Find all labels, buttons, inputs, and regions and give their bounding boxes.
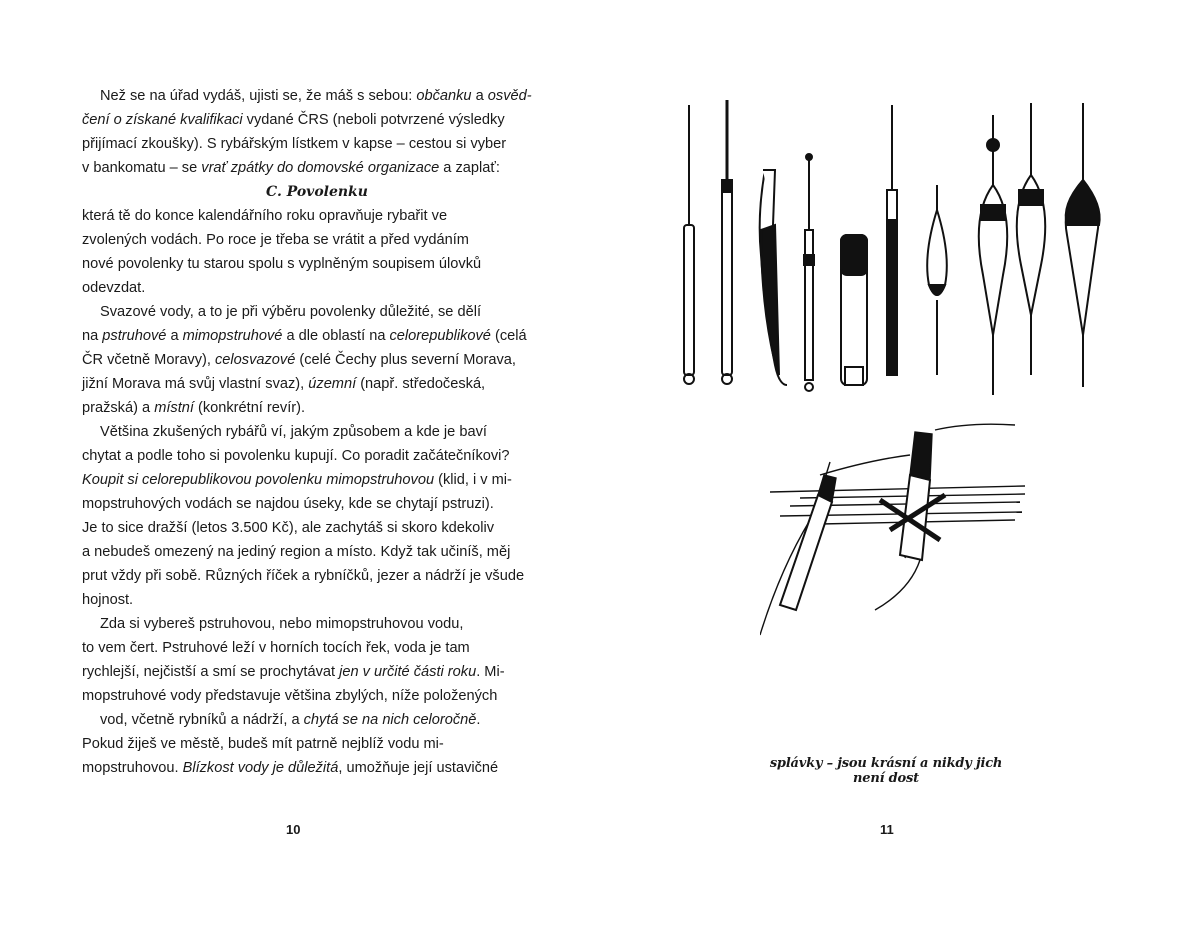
text-segment: zvolených vodách. Po roce je třeba se vrátit a před vydáním <box>82 232 469 248</box>
text-segment: Zda si vybereš pstruhovou, nebo mimopstruhovou vodu, <box>100 616 464 632</box>
text-segment: a <box>471 88 488 104</box>
text-line <box>82 348 516 372</box>
text-segment: a nebudeš omezený na jediný region a místo. Když tak učiníš, měj <box>82 544 511 560</box>
floats-illustration <box>675 95 1105 400</box>
text-line <box>82 204 512 228</box>
text-line <box>82 732 512 756</box>
text-segment: Než se na úřad vydáš, ujisti se, že máš s sebou: <box>100 88 417 104</box>
text-segment: Svazové vody, a to je při výběru povolenky důležité, se dělí <box>100 304 481 320</box>
italic-text: mimopstruhové <box>182 328 283 344</box>
text-line <box>82 300 512 324</box>
text-line <box>82 84 532 108</box>
section-heading: C. Povolenku <box>266 184 368 200</box>
water-scene-illustration <box>760 420 1030 645</box>
italic-text: Koupit si celorepublikovou povolenku mimopstruhovou <box>82 472 435 488</box>
italic-text: vrať zpátky do domovské organizace <box>201 160 440 176</box>
text-segment: pražská) a <box>82 400 155 416</box>
text-line <box>82 276 512 300</box>
text-line <box>82 588 512 612</box>
text-segment: v bankomatu – se <box>82 160 202 176</box>
italic-text: celorepublikové <box>389 328 491 344</box>
page-number-left: 10 <box>286 822 301 837</box>
text-segment: vod, včetně rybníků a nádrží, a <box>100 712 304 728</box>
text-segment: (konkrétní revír). <box>193 400 306 416</box>
italic-text: pstruhové <box>102 328 167 344</box>
text-line <box>82 228 512 252</box>
text-line <box>82 516 512 540</box>
text-segment: mopstruhových vodách se najdou úseky, kde se chytají pstruzi). <box>82 496 494 512</box>
page-number-right: 11 <box>880 822 894 837</box>
text-line <box>82 660 512 684</box>
text-segment: (např. středočeská, <box>356 376 486 392</box>
text-segment: . Mi- <box>476 664 505 680</box>
text-segment: na <box>82 328 103 344</box>
text-segment: mopstruhové vody představuje většina zbylých, níže položených <box>82 688 498 704</box>
text-line <box>82 444 512 468</box>
italic-text: místní <box>154 400 194 416</box>
text-segment: Většina zkušených rybářů ví, jakým způsobem a kde je baví <box>100 424 487 440</box>
right-page <box>590 0 1181 944</box>
text-segment: ČR včetně Moravy), <box>82 352 215 368</box>
text-segment: prut vždy při sobě. Různých říček a rybníčků, jezer a nádrží je všude <box>82 568 525 584</box>
text-segment: (celé Čechy plus severní Morava, <box>295 352 516 368</box>
italic-text: osvěd- <box>487 88 532 104</box>
text-segment: odevzdat. <box>82 280 146 296</box>
text-segment: to vem čert. Pstruhové leží v horních tocích řek, voda je tam <box>82 640 470 656</box>
text-line <box>82 372 512 396</box>
text-segment: vydané ČRS (neboli potvrzené výsledky <box>242 112 505 128</box>
italic-text: jen v určité části roku <box>339 664 477 680</box>
text-segment: Je to sice dražší (letos 3.500 Kč), ale zachytáš si skoro kdekoliv <box>82 520 495 536</box>
text-segment: mopstruhovou. <box>82 760 183 776</box>
text-line <box>82 252 512 276</box>
text-segment: rychlejší, nejčistší a smí se prochytávat <box>82 664 340 680</box>
text-line <box>82 420 512 444</box>
text-line <box>82 492 512 516</box>
text-segment: (klid, i v mi- <box>434 472 512 488</box>
text-line <box>82 324 527 348</box>
text-segment: chytat a podle toho si povolenku kupují. Co poradit začátečníkovi? <box>82 448 510 464</box>
text-line <box>82 756 512 780</box>
text-segment: která tě do konce kalendářního roku opravňuje rybařit ve <box>82 208 448 224</box>
text-segment: a dle oblastí na <box>282 328 390 344</box>
left-page <box>0 0 590 944</box>
text-segment: Pokud žiješ ve městě, budeš mít patrně nejblíž vodu mi- <box>82 736 444 752</box>
italic-text: Blízkost vody je důležitá <box>182 760 339 776</box>
italic-text: chytá se na nich celoročně <box>303 712 477 728</box>
text-line <box>82 564 525 588</box>
text-segment: , umožňuje její ustavičné <box>338 760 499 776</box>
illustration-caption: splávky – jsou krásní a nikdy jich není dost <box>769 756 1003 786</box>
text-segment: (celá <box>490 328 527 344</box>
text-line <box>82 540 512 564</box>
text-segment: hojnost. <box>82 592 134 608</box>
text-segment: a zaplať: <box>439 160 500 176</box>
text-line <box>82 108 512 132</box>
text-line <box>82 396 512 420</box>
text-segment: nové povolenky tu starou spolu s vyplněným soupisem úlovků <box>82 256 482 272</box>
text-line <box>82 612 512 636</box>
italic-text: celosvazové <box>215 352 296 368</box>
text-segment: jižní Morava má svůj vlastní svaz), <box>82 376 309 392</box>
body-text <box>82 84 532 780</box>
text-line <box>82 684 512 708</box>
text-segment: a <box>166 328 183 344</box>
text-line <box>82 132 512 156</box>
text-segment: přijímací zkoušky). S rybářským lístkem v kapse – cestou si vyber <box>82 136 507 152</box>
text-line <box>82 708 512 732</box>
italic-text: územní <box>308 376 357 392</box>
text-line <box>82 468 512 492</box>
text-segment: . <box>476 712 481 728</box>
italic-text: čení o získané kvalifikaci <box>82 112 243 128</box>
text-line <box>82 636 512 660</box>
text-line <box>82 156 512 180</box>
italic-text: občanku <box>416 88 472 104</box>
